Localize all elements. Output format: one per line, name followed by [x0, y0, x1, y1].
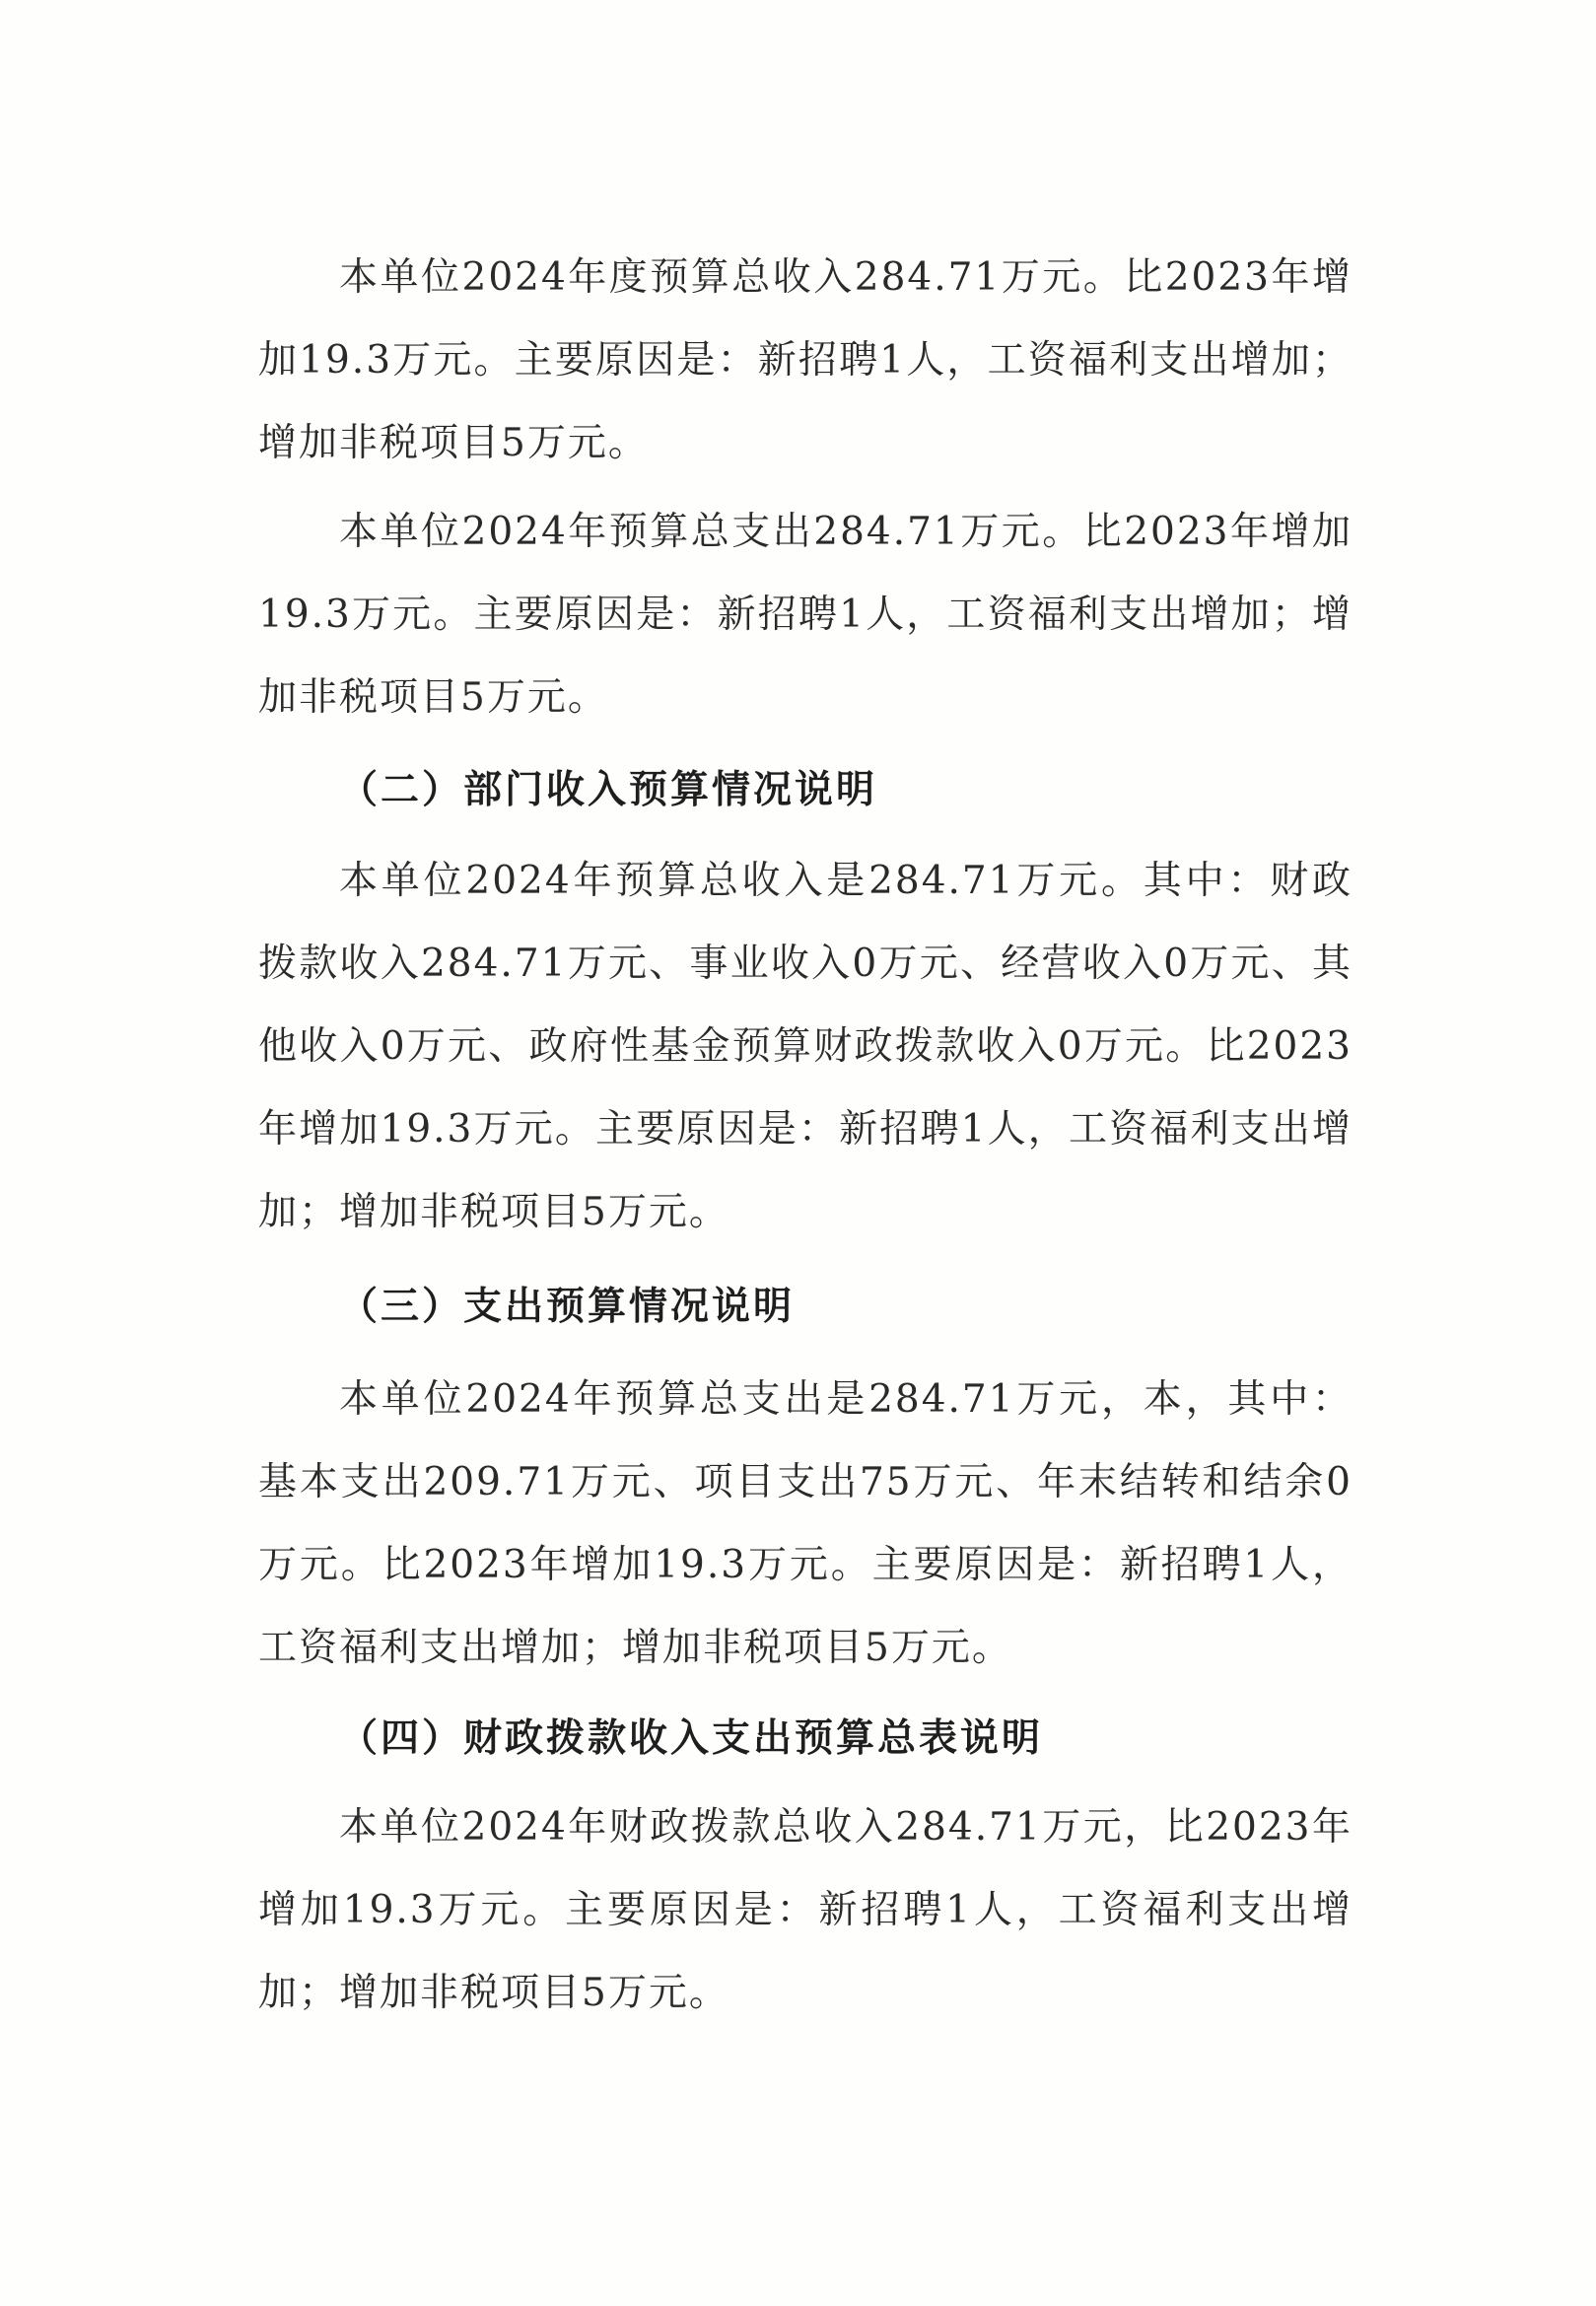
paragraph-total-income: 本单位2024年度预算总收入284.71万元。比2023年增加19.3万元。主要原因是：新招聘1人，工资福利支出增加；增加非税项目5万元。 [258, 255, 1353, 465]
section-heading-fiscal-summary: （四）财政拨款收入支出预算总表说明 [339, 1716, 1044, 1761]
section-body-expenditure-budget: 本单位2024年预算总支出是284.71万元，本，其中：基本支出209.71万元、项目支出75万元、年末结转和结余0万元。比2023年增加19.3万元。主要原因是：新招聘1人，工资福利支出增加；增加非税项目5万元。 [258, 1377, 1353, 1670]
section-heading-income-budget: （二）部门收入预算情况说明 [339, 768, 878, 812]
section-body-fiscal-summary: 本单位2024年财政拨款总收入284.71万元，比2023年增加19.3万元。主要原因是：新招聘1人，工资福利支出增加；增加非税项目5万元。 [258, 1805, 1353, 2015]
section-body-income-budget: 本单位2024年预算总收入是284.71万元。其中：财政拨款收入284.71万元、事业收入0万元、经营收入0万元、其他收入0万元、政府性基金预算财政拨款收入0万元。比2023年增加19.3万元。主要原因是：新招聘1人，工资福利支出增加；增加非税项目5万元。 [258, 859, 1353, 1234]
section-heading-expenditure-budget: （三）支出预算情况说明 [339, 1285, 796, 1329]
paragraph-total-expenditure: 本单位2024年预算总支出284.71万元。比2023年增加19.3万元。主要原因是：新招聘1人，工资福利支出增加；增加非税项目5万元。 [258, 510, 1353, 720]
